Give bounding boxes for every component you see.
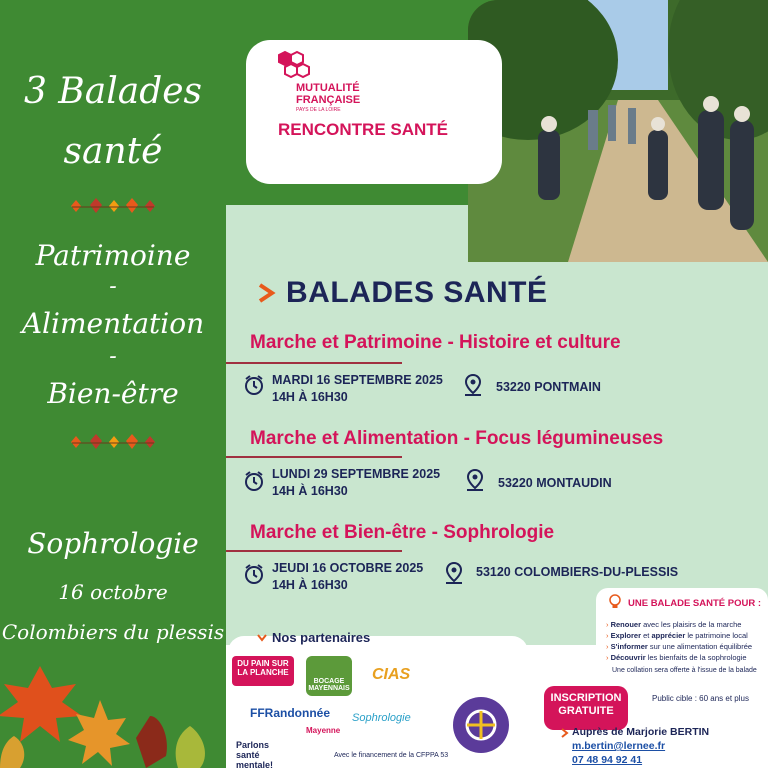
organizer-name (296, 82, 360, 106)
partner-logo: BOCAGE MAYENNAIS (306, 656, 352, 696)
target-audience: Public cible : 60 ans et plus (652, 694, 749, 703)
session-date (272, 466, 440, 500)
benefits-heading: UNE BALADE SANTÉ POUR : (628, 598, 762, 609)
session-date-text: LUNDI 29 SEPTEMBRE 2025 (272, 467, 441, 481)
session-date-text: JEUDI 16 OCTOBRE 2025 (272, 561, 424, 575)
autumn-leaves-icon (70, 196, 156, 218)
benefit-keyword: Renouer (610, 620, 642, 629)
partner-logo: DU PAIN SUR LA PLANCHE (232, 656, 294, 686)
session-date (272, 372, 443, 406)
sidebar-sophrologie: Sophrologie (27, 527, 199, 560)
partner-logo: Parlons santé mentale! (236, 740, 274, 770)
contact-name: Auprès de Marjorie BERTIN (572, 726, 710, 738)
page-title: BALADES SANTÉ (286, 276, 548, 309)
divider (226, 456, 402, 458)
divider (226, 362, 402, 364)
session-time: 14H À 16H30 (272, 484, 348, 498)
sidebar-bien-etre: Bien-être (47, 377, 179, 410)
mutualite-logo-icon (276, 50, 312, 84)
session-time: 14H À 16H30 (272, 578, 348, 592)
sidebar-title-2: santé (63, 131, 163, 172)
clock-icon (243, 374, 265, 396)
benefit-text: et (641, 631, 652, 640)
partner-logo: CIAS (372, 666, 411, 683)
partner-logo: Mayenne (306, 726, 341, 735)
organizer-region: PAYS DE LA LOIRE (296, 107, 341, 113)
chevron-down-icon (256, 632, 268, 644)
lightbulb-icon (608, 594, 622, 610)
session-heading: Marche et Patrimoine - Histoire et culture (250, 332, 621, 353)
session-time: 14H À 16H30 (272, 390, 348, 404)
session-date-text: MARDI 16 SEPTEMBRE 2025 (272, 373, 443, 387)
organizer-name-1: MUTUALITÉ (296, 82, 360, 94)
session-place: 53220 PONTMAIN (496, 380, 601, 394)
partner-logo: FFRandonnée (250, 706, 330, 720)
signup-badge-line-1: INSCRIPTION (550, 692, 622, 704)
benefit-text: sur une alimentation équilibrée (647, 642, 753, 651)
contact-phone-link[interactable]: 07 48 94 92 41 (572, 754, 643, 766)
autumn-foliage-icon (0, 656, 226, 768)
sidebar-date: 16 octobre (58, 580, 168, 604)
benefit-text: les bienfaits de la sophrologie (645, 653, 747, 662)
benefit-keyword: Découvrir (610, 653, 646, 662)
session-date (272, 560, 423, 594)
location-pin-icon (443, 561, 465, 585)
benefit-keyword: Explorer (610, 631, 642, 640)
benefit-keyword: S'informer (610, 642, 648, 651)
contact-email-link[interactable]: m.bertin@lernee.fr (572, 740, 666, 752)
benefit-item: › S'informer sur une alimentation équilibrée (606, 642, 753, 651)
benefit-item: › Explorer et apprécier le patrimoine local (606, 631, 748, 640)
clock-icon (243, 470, 265, 492)
location-pin-icon (464, 468, 486, 492)
sidebar-alimentation: Alimentation (21, 307, 205, 340)
session-place: 53120 COLOMBIERS-DU-PLESSIS (476, 565, 679, 579)
location-pin-icon (462, 373, 484, 397)
chevron-right-icon (560, 728, 570, 738)
organizer-name-2: FRANÇAISE (296, 94, 361, 106)
benefit-item: › Découvrir les bienfaits de la sophrologie (606, 653, 747, 662)
event-label: RENCONTRE SANTÉ (278, 120, 449, 139)
partner-emblem-icon (452, 696, 510, 754)
sidebar-location: Colombiers du plessis (1, 620, 225, 644)
sidebar-title-1: 3 Balades (23, 71, 203, 112)
sidebar-dash-1: - (109, 274, 117, 299)
signup-badge-line-2: GRATUITE (558, 705, 614, 717)
partners-label: Nos partenaires (272, 630, 371, 645)
session-heading: Marche et Alimentation - Focus légumineuses (250, 428, 664, 449)
clock-icon (243, 563, 265, 585)
signup-badge[interactable] (544, 686, 628, 730)
benefit-keyword: apprécier (651, 631, 686, 640)
benefit-note: Une collation sera offerte à l'issue de la balade (612, 667, 757, 674)
funding-note: Avec le financement de la CFPPA 53 (334, 752, 449, 759)
benefit-text: avec les plaisirs de la marche (641, 620, 742, 629)
session-place: 53220 MONTAUDIN (498, 476, 612, 490)
session-heading: Marche et Bien-être - Sophrologie (250, 522, 555, 543)
autumn-leaves-icon (70, 432, 156, 454)
chevron-right-icon (256, 282, 278, 304)
divider (226, 550, 402, 552)
benefit-item: › Renouer avec les plaisirs de la marche (606, 620, 742, 629)
left-panel (0, 0, 226, 768)
sidebar-dash-2: - (109, 344, 117, 369)
sidebar-patrimoine: Patrimoine (35, 239, 191, 272)
partner-logo: Sophrologie (352, 712, 411, 724)
benefit-text: le patrimoine local (685, 631, 748, 640)
hikers-photo (468, 0, 768, 262)
